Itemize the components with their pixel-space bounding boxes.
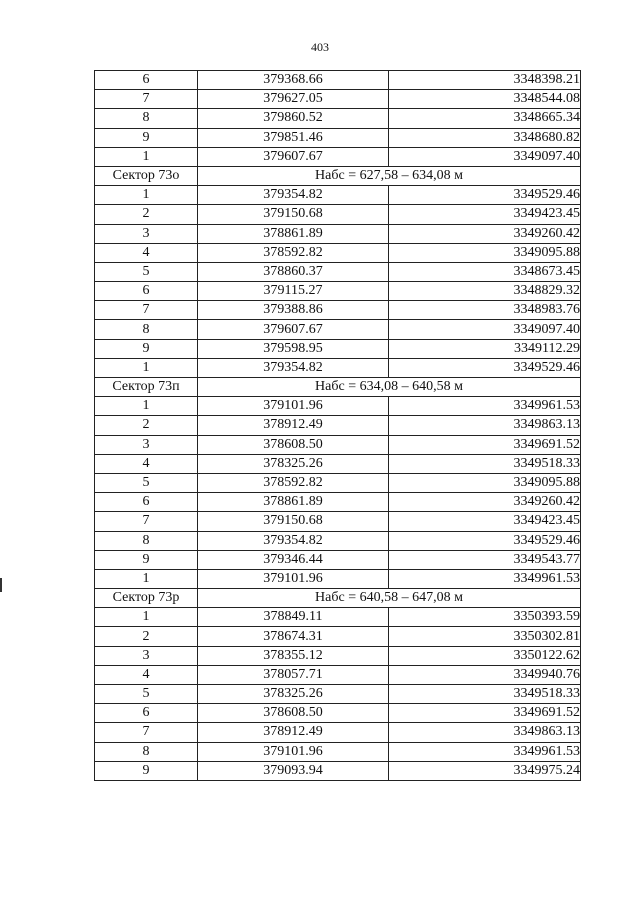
table-row — [95, 512, 581, 531]
sector-name: Сектор 73о — [95, 166, 198, 185]
x-coordinate: 378057.71 — [198, 665, 389, 684]
point-number: 2 — [95, 627, 198, 646]
point-number: 7 — [95, 512, 198, 531]
point-number: 3 — [95, 646, 198, 665]
table-row — [95, 665, 581, 684]
x-coordinate: 378325.26 — [198, 454, 389, 473]
x-coordinate: 379115.27 — [198, 282, 389, 301]
table-row — [95, 358, 581, 377]
point-number: 6 — [95, 704, 198, 723]
y-coordinate: 3349863.13 — [389, 416, 581, 435]
sector-name: Сектор 73р — [95, 589, 198, 608]
scan-edge-mark — [0, 578, 2, 592]
y-coordinate: 3349529.46 — [389, 186, 581, 205]
sector-height-range: Набс = 634,08 – 640,58 м — [198, 378, 581, 397]
y-coordinate: 3349691.52 — [389, 704, 581, 723]
point-number: 5 — [95, 685, 198, 704]
x-coordinate: 378608.50 — [198, 704, 389, 723]
table-row — [95, 71, 581, 90]
x-coordinate: 379101.96 — [198, 397, 389, 416]
sector-height-range: Набс = 640,58 – 647,08 м — [198, 589, 581, 608]
y-coordinate: 3349423.45 — [389, 512, 581, 531]
table-row — [95, 608, 581, 627]
y-coordinate: 3350393.59 — [389, 608, 581, 627]
x-coordinate: 378325.26 — [198, 685, 389, 704]
x-coordinate: 379354.82 — [198, 358, 389, 377]
sector-header-row — [95, 378, 581, 397]
point-number: 6 — [95, 282, 198, 301]
x-coordinate: 378860.37 — [198, 262, 389, 281]
point-number: 4 — [95, 665, 198, 684]
table-row — [95, 493, 581, 512]
coordinates-table-body — [95, 71, 581, 781]
x-coordinate: 379860.52 — [198, 109, 389, 128]
table-row — [95, 531, 581, 550]
point-number: 7 — [95, 90, 198, 109]
table-row — [95, 205, 581, 224]
x-coordinate: 378861.89 — [198, 224, 389, 243]
x-coordinate: 379607.67 — [198, 320, 389, 339]
table-row — [95, 262, 581, 281]
table-row — [95, 454, 581, 473]
x-coordinate: 378592.82 — [198, 473, 389, 492]
x-coordinate: 379368.66 — [198, 71, 389, 90]
y-coordinate: 3348680.82 — [389, 128, 581, 147]
y-coordinate: 3349518.33 — [389, 685, 581, 704]
point-number: 9 — [95, 339, 198, 358]
x-coordinate: 379101.96 — [198, 742, 389, 761]
point-number: 7 — [95, 301, 198, 320]
sector-name: Сектор 73п — [95, 378, 198, 397]
y-coordinate: 3348544.08 — [389, 90, 581, 109]
y-coordinate: 3348398.21 — [389, 71, 581, 90]
table-row — [95, 224, 581, 243]
table-row — [95, 473, 581, 492]
y-coordinate: 3348829.32 — [389, 282, 581, 301]
point-number: 5 — [95, 473, 198, 492]
y-coordinate: 3349543.77 — [389, 550, 581, 569]
x-coordinate: 379627.05 — [198, 90, 389, 109]
table-row — [95, 723, 581, 742]
y-coordinate: 3348673.45 — [389, 262, 581, 281]
point-number: 2 — [95, 205, 198, 224]
y-coordinate: 3349529.46 — [389, 531, 581, 550]
y-coordinate: 3350122.62 — [389, 646, 581, 665]
point-number: 7 — [95, 723, 198, 742]
y-coordinate: 3349097.40 — [389, 147, 581, 166]
point-number: 8 — [95, 320, 198, 339]
table-row — [95, 435, 581, 454]
table-row — [95, 416, 581, 435]
x-coordinate: 378608.50 — [198, 435, 389, 454]
table-row — [95, 301, 581, 320]
point-number: 2 — [95, 416, 198, 435]
y-coordinate: 3348983.76 — [389, 301, 581, 320]
table-row — [95, 704, 581, 723]
point-number: 4 — [95, 454, 198, 473]
y-coordinate: 3348665.34 — [389, 109, 581, 128]
sector-header-row — [95, 166, 581, 185]
table-row — [95, 339, 581, 358]
sector-header-row — [95, 589, 581, 608]
point-number: 1 — [95, 397, 198, 416]
x-coordinate: 379598.95 — [198, 339, 389, 358]
x-coordinate: 379150.68 — [198, 205, 389, 224]
y-coordinate: 3349095.88 — [389, 473, 581, 492]
y-coordinate: 3349961.53 — [389, 569, 581, 588]
y-coordinate: 3349518.33 — [389, 454, 581, 473]
y-coordinate: 3349260.42 — [389, 493, 581, 512]
table-row — [95, 685, 581, 704]
y-coordinate: 3349691.52 — [389, 435, 581, 454]
table-row — [95, 397, 581, 416]
table-row — [95, 282, 581, 301]
point-number: 9 — [95, 761, 198, 780]
x-coordinate: 379607.67 — [198, 147, 389, 166]
point-number: 9 — [95, 128, 198, 147]
x-coordinate: 378912.49 — [198, 723, 389, 742]
point-number: 6 — [95, 493, 198, 512]
table-row — [95, 646, 581, 665]
x-coordinate: 378861.89 — [198, 493, 389, 512]
point-number: 3 — [95, 224, 198, 243]
x-coordinate: 378592.82 — [198, 243, 389, 262]
table-row — [95, 109, 581, 128]
point-number: 9 — [95, 550, 198, 569]
y-coordinate: 3349097.40 — [389, 320, 581, 339]
point-number: 4 — [95, 243, 198, 262]
y-coordinate: 3349961.53 — [389, 397, 581, 416]
table-row — [95, 186, 581, 205]
point-number: 3 — [95, 435, 198, 454]
x-coordinate: 379851.46 — [198, 128, 389, 147]
table-row — [95, 320, 581, 339]
point-number: 1 — [95, 186, 198, 205]
x-coordinate: 378355.12 — [198, 646, 389, 665]
y-coordinate: 3349940.76 — [389, 665, 581, 684]
page-number: 403 — [311, 40, 329, 54]
table-row — [95, 569, 581, 588]
x-coordinate: 378849.11 — [198, 608, 389, 627]
table-row — [95, 627, 581, 646]
coordinates-table — [94, 70, 581, 781]
table-row — [95, 90, 581, 109]
point-number: 8 — [95, 109, 198, 128]
x-coordinate: 379150.68 — [198, 512, 389, 531]
y-coordinate: 3349529.46 — [389, 358, 581, 377]
point-number: 6 — [95, 71, 198, 90]
y-coordinate: 3349863.13 — [389, 723, 581, 742]
x-coordinate: 378674.31 — [198, 627, 389, 646]
point-number: 1 — [95, 147, 198, 166]
y-coordinate: 3349112.29 — [389, 339, 581, 358]
table-row — [95, 761, 581, 780]
y-coordinate: 3349423.45 — [389, 205, 581, 224]
x-coordinate: 378912.49 — [198, 416, 389, 435]
table-row — [95, 742, 581, 761]
table-row — [95, 147, 581, 166]
point-number: 1 — [95, 608, 198, 627]
sector-height-range: Набс = 627,58 – 634,08 м — [198, 166, 581, 185]
y-coordinate: 3349975.24 — [389, 761, 581, 780]
x-coordinate: 379354.82 — [198, 186, 389, 205]
x-coordinate: 379101.96 — [198, 569, 389, 588]
table-row — [95, 550, 581, 569]
x-coordinate: 379093.94 — [198, 761, 389, 780]
point-number: 1 — [95, 358, 198, 377]
x-coordinate: 379354.82 — [198, 531, 389, 550]
y-coordinate: 3349260.42 — [389, 224, 581, 243]
y-coordinate: 3349961.53 — [389, 742, 581, 761]
point-number: 8 — [95, 742, 198, 761]
x-coordinate: 379346.44 — [198, 550, 389, 569]
table-row — [95, 128, 581, 147]
point-number: 5 — [95, 262, 198, 281]
x-coordinate: 379388.86 — [198, 301, 389, 320]
table-row — [95, 243, 581, 262]
y-coordinate: 3349095.88 — [389, 243, 581, 262]
point-number: 8 — [95, 531, 198, 550]
point-number: 1 — [95, 569, 198, 588]
y-coordinate: 3350302.81 — [389, 627, 581, 646]
